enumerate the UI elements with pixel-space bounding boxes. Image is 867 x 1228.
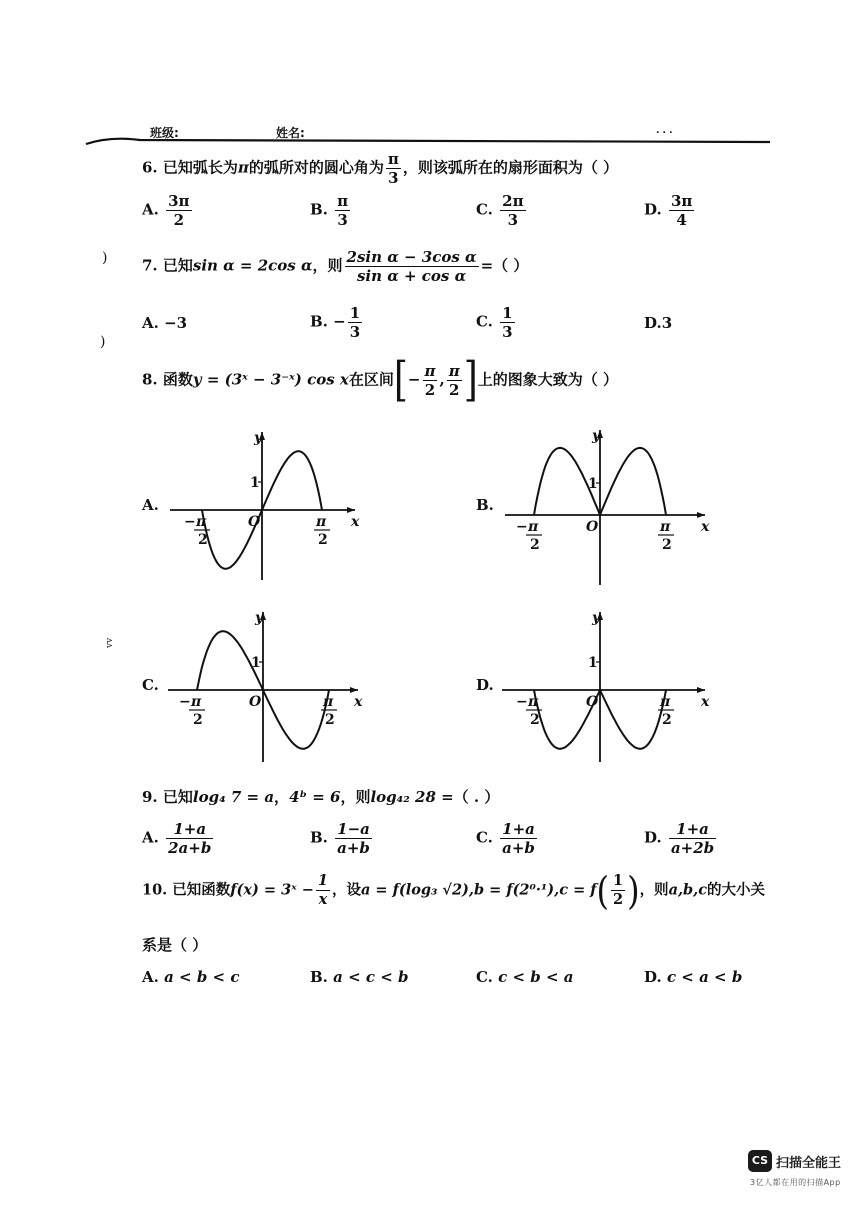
q7-frac-num: 2sin α − 3cos α xyxy=(346,248,477,266)
option-den: 2a+b xyxy=(168,839,212,857)
option-num: 1−a xyxy=(335,820,372,839)
q8-right-pi: π xyxy=(448,362,460,380)
q9-prefix: 9. 已知 xyxy=(142,788,193,806)
q6-arc: π xyxy=(237,158,249,177)
pos-pi-label: π xyxy=(660,519,671,535)
x-axis-label: x xyxy=(354,694,363,710)
q10-option-b[interactable] xyxy=(310,968,409,986)
scanner-watermark xyxy=(748,1150,860,1190)
q6-angle-den: 3 xyxy=(388,169,399,187)
y-axis-label: y xyxy=(255,610,264,626)
q6-mid: 的弧所对的圆心角为 xyxy=(248,158,384,177)
pos-pi-label: π xyxy=(323,694,334,710)
q8-right-two: 2 xyxy=(448,381,460,399)
option-den: a+b xyxy=(337,839,370,857)
option-den: a+b xyxy=(502,839,535,857)
question-10 xyxy=(142,867,766,914)
q10-option-c[interactable] xyxy=(476,968,574,986)
x-axis-label: x xyxy=(351,514,360,530)
q9-target: log₄₂ 28 = xyxy=(370,788,454,806)
neg-sign: − xyxy=(184,514,196,530)
option-label: C. xyxy=(476,968,493,986)
x-axis-arrow xyxy=(350,687,358,693)
option-label: C. xyxy=(476,828,493,847)
name-label: 姓名: xyxy=(276,126,305,140)
watermark-subtitle: 3亿人都在用的扫描App xyxy=(750,1178,841,1187)
option-den: 3 xyxy=(502,323,513,341)
option-label: A. xyxy=(142,968,159,986)
q9-option-b[interactable] xyxy=(310,820,374,857)
option-label: D. xyxy=(644,200,662,219)
option-den: a+2b xyxy=(670,839,715,857)
q10-c-den: 2 xyxy=(612,891,624,908)
option-label: B. xyxy=(310,968,328,986)
q10-func-num: 1 xyxy=(317,872,328,889)
graph-option-label: B. xyxy=(476,496,494,514)
option-label: B. xyxy=(310,312,328,331)
option-fraction xyxy=(166,820,213,857)
option-den: 4 xyxy=(676,211,687,229)
q10-option-d[interactable] xyxy=(644,968,742,986)
q10-function: f(x) = 3ˣ − xyxy=(230,881,314,899)
q8-left-bracket: [ xyxy=(393,353,408,407)
q10-c-lparen: ( xyxy=(596,867,609,914)
option-label: D. xyxy=(644,968,662,986)
tick-one-label: 1 xyxy=(250,475,260,491)
option-label: A. xyxy=(142,314,159,332)
q8-left-two: 2 xyxy=(424,381,436,399)
tick-one-label: 1 xyxy=(588,655,598,671)
neg-two-label: 2 xyxy=(193,712,203,728)
watermark-title: 扫描全能王 xyxy=(776,1156,842,1171)
margin-mark-1: ) xyxy=(102,250,108,266)
neg-pi-label: π xyxy=(528,694,539,710)
option-sign: − xyxy=(333,312,346,331)
q9-sep: ， xyxy=(274,788,290,806)
option-fraction xyxy=(500,820,537,857)
pos-two-label: 2 xyxy=(662,712,672,728)
cs-logo: CS xyxy=(748,1150,772,1172)
origin-label: O xyxy=(586,519,599,535)
option-label: C. xyxy=(476,200,493,219)
x-axis-arrow xyxy=(347,507,355,513)
option-text: 3 xyxy=(661,314,673,332)
option-label: A. xyxy=(142,200,159,219)
neg-pi-label: π xyxy=(191,694,202,710)
option-fraction xyxy=(335,820,372,857)
q6-suffix: ，则该弧所在的扇形面积为（ ） xyxy=(402,158,619,177)
option-num: 3π xyxy=(670,192,693,210)
question-8: 8. 函数y = (3ˣ − 3⁻ˣ) cos x在区间[− $\frac{\pi}{2}$ , $\frac{\pi}{2}$ ]上的图象大致为（ ） xyxy=(142,353,618,407)
q9-option-c[interactable] xyxy=(476,820,539,857)
q10-b-def: b = f(2⁰·¹), xyxy=(473,881,560,899)
q10-c-rparen: ) xyxy=(627,867,640,914)
q10-option-a[interactable] xyxy=(142,968,239,986)
option-num: 1+a xyxy=(669,820,716,839)
option-num: 1 xyxy=(502,304,513,322)
q9-suffix: （ . ） xyxy=(453,788,500,806)
q9-condition-2: 4ᵇ = 6 xyxy=(289,788,341,806)
q8-function: y = (3ˣ − 3⁻ˣ) cos x xyxy=(192,370,349,389)
q7-prefix: 7. 已知 xyxy=(142,256,193,275)
tick-one-label: 1 xyxy=(588,476,598,492)
q10-line-2: 系是（ ） xyxy=(142,936,208,954)
question-9 xyxy=(142,786,499,807)
option-label: C. xyxy=(476,312,493,331)
pos-two-label: 2 xyxy=(318,532,328,548)
option-label: B. xyxy=(310,828,328,847)
q7-then: ，则 xyxy=(312,256,343,275)
option-num: 3π xyxy=(168,192,190,210)
neg-two-label: 2 xyxy=(530,537,540,553)
y-axis-label: y xyxy=(592,610,601,626)
q10-c-def: c = f xyxy=(559,881,597,899)
option-num: 1 xyxy=(349,304,361,322)
q9-option-d[interactable] xyxy=(644,820,718,857)
option-num: 2π xyxy=(502,192,524,210)
option-text: a < b < c xyxy=(164,968,240,986)
q7-condition: sin α = 2cos α xyxy=(192,256,313,275)
q8-suffix: 上的图象大致为（ ） xyxy=(477,370,618,389)
q10-set: ，设 xyxy=(331,881,361,899)
tick-one-label: 1 xyxy=(251,655,261,671)
option-fraction xyxy=(669,820,716,857)
q8-right-bracket: ] xyxy=(463,353,478,407)
q8-prefix: 8. 函数 xyxy=(142,370,193,389)
neg-pi-label: π xyxy=(196,514,207,530)
q8-left-sign: − xyxy=(407,370,421,389)
q6-prefix: 6. 已知弧长为 xyxy=(142,158,238,177)
option-label: A. xyxy=(142,828,159,847)
graph-option-label: D. xyxy=(476,676,494,694)
neg-sign: − xyxy=(179,694,191,710)
header-dots: . . . xyxy=(656,126,673,136)
pos-pi-label: π xyxy=(316,514,327,530)
neg-sign: − xyxy=(516,519,528,535)
option-den: 3 xyxy=(349,323,361,341)
pos-pi-label: π xyxy=(660,694,671,710)
q10-func-fraction xyxy=(316,872,330,909)
q10-prefix: 10. 已知函数 xyxy=(142,881,231,899)
x-axis-label: x xyxy=(701,694,710,710)
x-axis-arrow xyxy=(697,512,705,518)
q10-a-def: a = f(log₃ √2), xyxy=(360,881,474,899)
q9-then: ，则 xyxy=(340,788,371,806)
option-label: D. xyxy=(644,828,662,847)
q7-suffix: =（ ） xyxy=(480,256,529,275)
q10-c-num: 1 xyxy=(612,872,624,889)
option-text: −3 xyxy=(164,314,188,332)
option-label: D. xyxy=(644,314,662,332)
graph-option-label: C. xyxy=(142,676,159,694)
q10-c-fraction xyxy=(611,872,625,909)
q7-frac-den: sin α + cos α xyxy=(356,267,467,285)
neg-two-label: 2 xyxy=(198,532,208,548)
neg-sign: − xyxy=(516,694,528,710)
y-axis-label: y xyxy=(592,428,601,444)
pos-two-label: 2 xyxy=(662,537,672,553)
y-axis-label: y xyxy=(254,430,263,446)
class-label: 班级: xyxy=(150,126,179,140)
option-num: π xyxy=(337,192,349,210)
option-den: 2 xyxy=(173,211,185,229)
origin-label: O xyxy=(248,514,261,530)
q8-mid: 在区间 xyxy=(348,370,394,389)
q10-then: ，则 xyxy=(639,881,669,899)
option-text: c < a < b xyxy=(666,968,743,986)
origin-label: O xyxy=(249,694,262,710)
graph-option-label: A. xyxy=(142,496,159,514)
x-axis-label: x xyxy=(701,519,710,535)
option-label: B. xyxy=(310,200,328,219)
option-den: 3 xyxy=(337,211,348,229)
q10-vars: a,b,c xyxy=(668,881,708,899)
origin-label: O xyxy=(586,694,599,710)
option-num: 1+a xyxy=(500,820,537,839)
pos-two-label: 2 xyxy=(325,712,335,728)
q9-condition-1: log₄ 7 = a xyxy=(192,788,275,806)
option-text: c < b < a xyxy=(498,968,574,986)
neg-pi-label: π xyxy=(528,519,539,535)
margin-mark-3: ᴧᴧ xyxy=(104,637,115,649)
q9-option-a[interactable] xyxy=(142,820,215,857)
q6-angle-num: π xyxy=(387,150,399,168)
q10-suffix: 的大小关 xyxy=(707,881,766,899)
option-num: 1+a xyxy=(166,820,213,839)
option-text: a < c < b xyxy=(333,968,409,986)
margin-mark-2: ) xyxy=(100,334,106,350)
x-axis-arrow xyxy=(697,687,705,693)
option-den: 3 xyxy=(507,211,519,229)
q10-func-den: x xyxy=(318,891,328,908)
neg-two-label: 2 xyxy=(530,712,540,728)
q8-left-pi: π xyxy=(424,362,436,380)
